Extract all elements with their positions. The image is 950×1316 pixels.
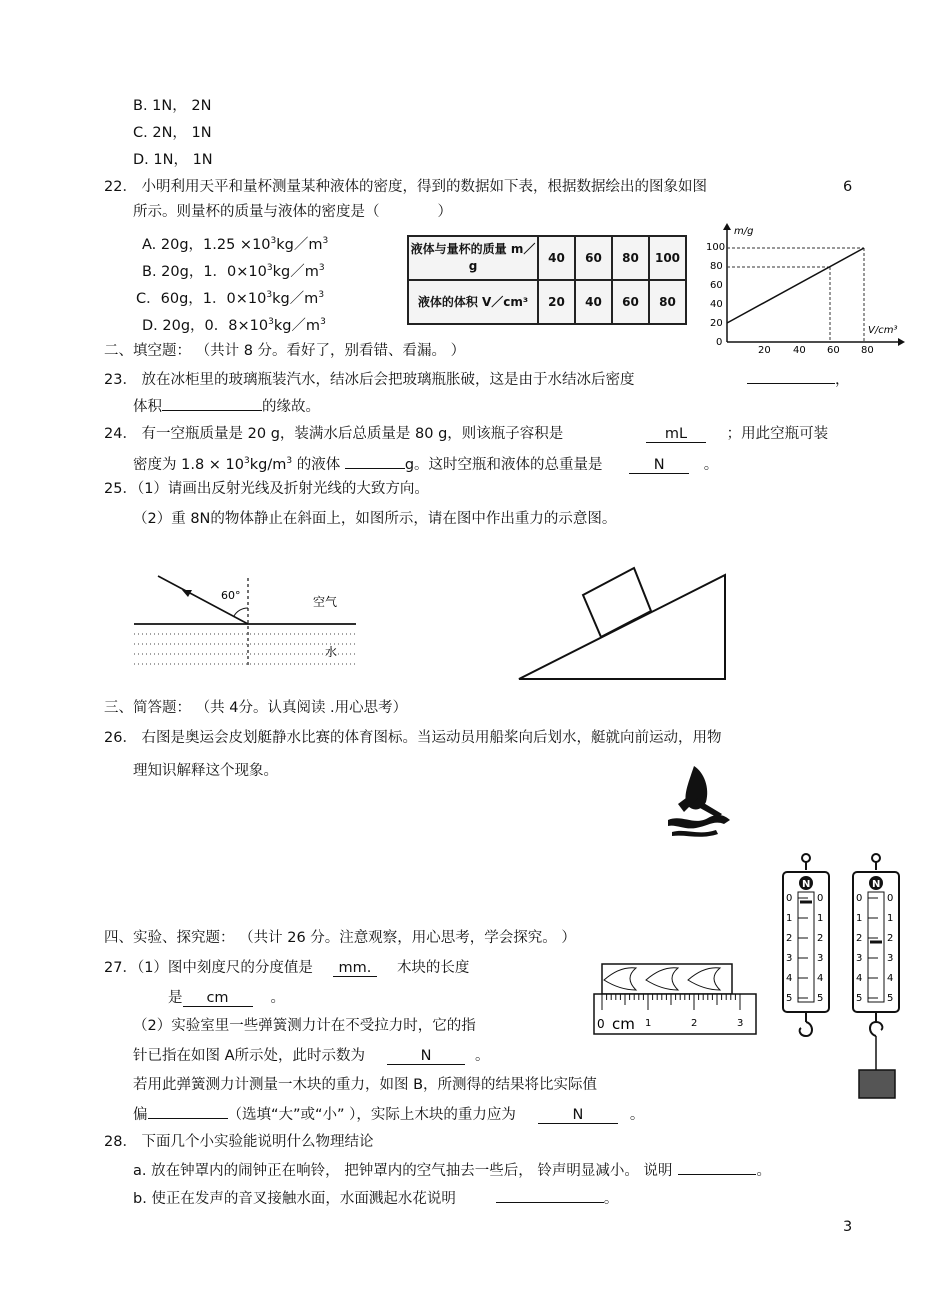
q28-line1: 28． 下面几个小实验能说明什么物理结论 (104, 1134, 374, 1150)
q22-option-b: B. 20g，1．$0\times 10^3kg/m^3$ (142, 263, 325, 280)
svg-text:4: 4 (856, 973, 863, 984)
q22-stem-line2: 所示。则量杯的质量与液体的密度是（ ） (133, 204, 452, 220)
spring-scales-figure (778, 850, 908, 1100)
table-cell: 40 (575, 280, 612, 324)
q24-line1-end: mL ；用此空瓶可装 (646, 425, 828, 443)
q22-figure-number: 6 (843, 179, 853, 195)
table-cell: 100 (649, 236, 686, 280)
spring-scale-a (783, 854, 829, 1036)
y-tick-label: 0 (716, 337, 723, 348)
canoe-pictogram-icon (664, 762, 734, 837)
svg-text:5: 5 (786, 993, 793, 1004)
spring-scale-b (853, 854, 899, 1098)
q24-line1: 24． 有一空瓶质量是 20 g，装满水后总质量是 80 g，则该瓶子容积是 (104, 426, 564, 442)
y-tick-label: 80 (710, 261, 723, 272)
svg-text:3: 3 (786, 953, 793, 964)
q28-item-a: a. 放在钟罩内的闹钟正在响铃， 把钟罩内的空气抽去一些后， 铃声明显减小。 说明 。 (133, 1163, 771, 1179)
svg-text:3: 3 (856, 953, 863, 964)
q21-option-c: C. 2N， 1N (133, 125, 212, 141)
q27-line5: 若用此弹簧测力计测量一木块的重力，如图 B，所测得的结果将比实际值 (133, 1077, 598, 1093)
x-tick-label: 80 (861, 345, 874, 356)
q24-line2: 密度为 $1.8 \times 10^3kg/m^3$ 的液体 g。这时空瓶和液体的总重量是 N 。 (133, 456, 719, 473)
svg-text:3: 3 (817, 953, 824, 964)
y-arrow-icon (723, 223, 731, 230)
data-line (727, 248, 864, 323)
q28-b-blank[interactable] (496, 1202, 604, 1203)
q25-line1: 25．（1）请画出反射光线及折射光线的大致方向。 (104, 481, 429, 497)
scale-b-letter: N (872, 879, 881, 890)
q23-answer-blank[interactable] (162, 410, 262, 411)
svg-text:0: 0 (856, 893, 863, 904)
section2-heading: 二、填空题： （共计 8 分。看好了，别看错、看漏。 ） (104, 343, 466, 359)
ruler-tick: 2 (691, 1018, 698, 1029)
table-cell: 80 (649, 280, 686, 324)
q25-line2: （2）重 8N的物体静止在斜面上，如图所示，请在图中作出重力的示意图。 (133, 511, 617, 527)
table-cell: 20 (538, 280, 575, 324)
svg-text:2: 2 (887, 933, 894, 944)
air-label: 空气 (313, 595, 338, 609)
svg-text:0: 0 (817, 893, 824, 904)
scale-a-letter: N (802, 879, 811, 890)
svg-text:5: 5 (887, 993, 894, 1004)
q28-item-b: b. 使正在发声的音叉接触水面，水面溅起水花说明 。 (133, 1191, 619, 1207)
q22-mass-volume-graph (700, 222, 905, 356)
q27-length-blank[interactable]: cm (183, 990, 253, 1007)
table-cell: 40 (538, 236, 575, 280)
q27-line6: 偏 （选填“大”或“小” ），实际上木块的重力应为 N 。 (133, 1107, 645, 1123)
q23-line2: 体积 的缘故。 (133, 399, 320, 415)
svg-text:4: 4 (887, 973, 894, 984)
ruler-unit: cm (612, 1015, 635, 1033)
q26-line2: 理知识解释这个现象。 (133, 763, 278, 779)
q24-weight-blank[interactable]: N (629, 457, 689, 474)
svg-text:3: 3 (887, 953, 894, 964)
q26-line1: 26． 右图是奥运会皮划艇静水比赛的体育图标。当运动员用船桨向后划水，艇就向前运动，用物 (104, 730, 722, 746)
y-tick-label: 20 (710, 318, 723, 329)
q21-option-d: D. 1N， 1N (133, 152, 213, 168)
q28-a-blank[interactable] (678, 1174, 756, 1175)
svg-text:4: 4 (786, 973, 793, 984)
svg-text:2: 2 (786, 933, 793, 944)
q27-division-blank[interactable]: mm. (333, 960, 377, 977)
section4-heading: 四、实验、探究题： （共计 26 分。注意观察，用心思考，学会探究。 ） (104, 930, 576, 946)
q24-mass-blank[interactable] (345, 468, 405, 469)
table-row2-header: 液体的体积 V／cm³ (408, 280, 538, 324)
q23-line1-blank: ， (747, 371, 850, 389)
q27-bias-blank[interactable] (148, 1118, 228, 1119)
q22-option-c: C．60g，1．$0\times 10^3kg/m^3$ (136, 290, 325, 307)
q22-option-a: A. 20g，$1.25 \times 10^3kg/m^3$ (142, 236, 329, 253)
q27-reading-blank[interactable]: N (387, 1048, 465, 1065)
svg-text:1: 1 (887, 913, 894, 924)
svg-text:5: 5 (817, 993, 824, 1004)
q24-volume-blank[interactable]: mL (646, 426, 706, 443)
x-arrow-icon (898, 338, 905, 346)
ruler-figure (590, 960, 760, 1040)
hook-icon (800, 1022, 812, 1036)
ruler-tick: 3 (737, 1018, 744, 1029)
q25-refraction-figure (130, 568, 360, 673)
svg-text:0: 0 (786, 893, 793, 904)
x-tick-label: 20 (758, 345, 771, 356)
q27-line2: 是 cm 。 (168, 990, 285, 1006)
svg-text:1: 1 (786, 913, 793, 924)
svg-text:5: 5 (856, 993, 863, 1004)
q27-line1: 27．（1）图中刻度尺的分度值是 mm. 木块的长度 (104, 960, 470, 976)
svg-text:1: 1 (817, 913, 824, 924)
q27-line3: （2）实验室里一些弹簧测力计在不受拉力时，它的指 (133, 1018, 476, 1034)
y-tick-label: 40 (710, 299, 723, 310)
q27-line4: 针已指在如图 A所示处，此时示数为 N 。 (133, 1048, 490, 1064)
y-tick-label: 100 (706, 242, 726, 253)
q22-option-d: D. 20g，0．$8\times 10^3kg/m^3$ (142, 317, 326, 334)
q22-data-table (407, 235, 687, 325)
ruler-tick: 0 (597, 1017, 605, 1031)
hanging-block (859, 1070, 895, 1098)
section3-heading: 三、简答题： （共 4分。认真阅读 .用心思考） (104, 700, 408, 716)
table-cell: 60 (612, 280, 649, 324)
angle-label: 60° (221, 589, 241, 602)
svg-text:2: 2 (856, 933, 863, 944)
block-on-incline (583, 568, 651, 637)
table-row1-header: 液体与量杯的质量 m／g (408, 236, 538, 280)
x-tick-label: 40 (793, 345, 806, 356)
y-tick-label: 60 (710, 280, 723, 291)
ruler-tick: 1 (645, 1018, 652, 1029)
svg-text:4: 4 (817, 973, 824, 984)
y-axis-label: m/g (734, 226, 754, 237)
angle-arc (234, 608, 248, 616)
q22-stem-line1: 22． 小明利用天平和量杯测量某种液体的密度，得到的数据如下表，根据数据绘出的图象如图 (104, 179, 708, 195)
x-tick-label: 60 (827, 345, 840, 356)
q27-weight-blank[interactable]: N (538, 1107, 618, 1124)
table-cell: 60 (575, 236, 612, 280)
svg-text:1: 1 (856, 913, 863, 924)
page-number: 3 (843, 1219, 853, 1235)
svg-text:0: 0 (887, 893, 894, 904)
table-cell: 80 (612, 236, 649, 280)
q23-answer-blank[interactable] (747, 383, 835, 384)
water-label: 水 (325, 645, 338, 659)
q21-option-b: B. 1N， 2N (133, 98, 212, 114)
q25-incline-figure (515, 565, 730, 685)
hook-icon (870, 1022, 882, 1036)
q23-line1: 23． 放在冰柜里的玻璃瓶装汽水，结冰后会把玻璃瓶胀破，这是由于水结冰后密度 (104, 372, 635, 388)
x-axis-label: V/cm³ (868, 325, 898, 336)
svg-text:2: 2 (817, 933, 824, 944)
